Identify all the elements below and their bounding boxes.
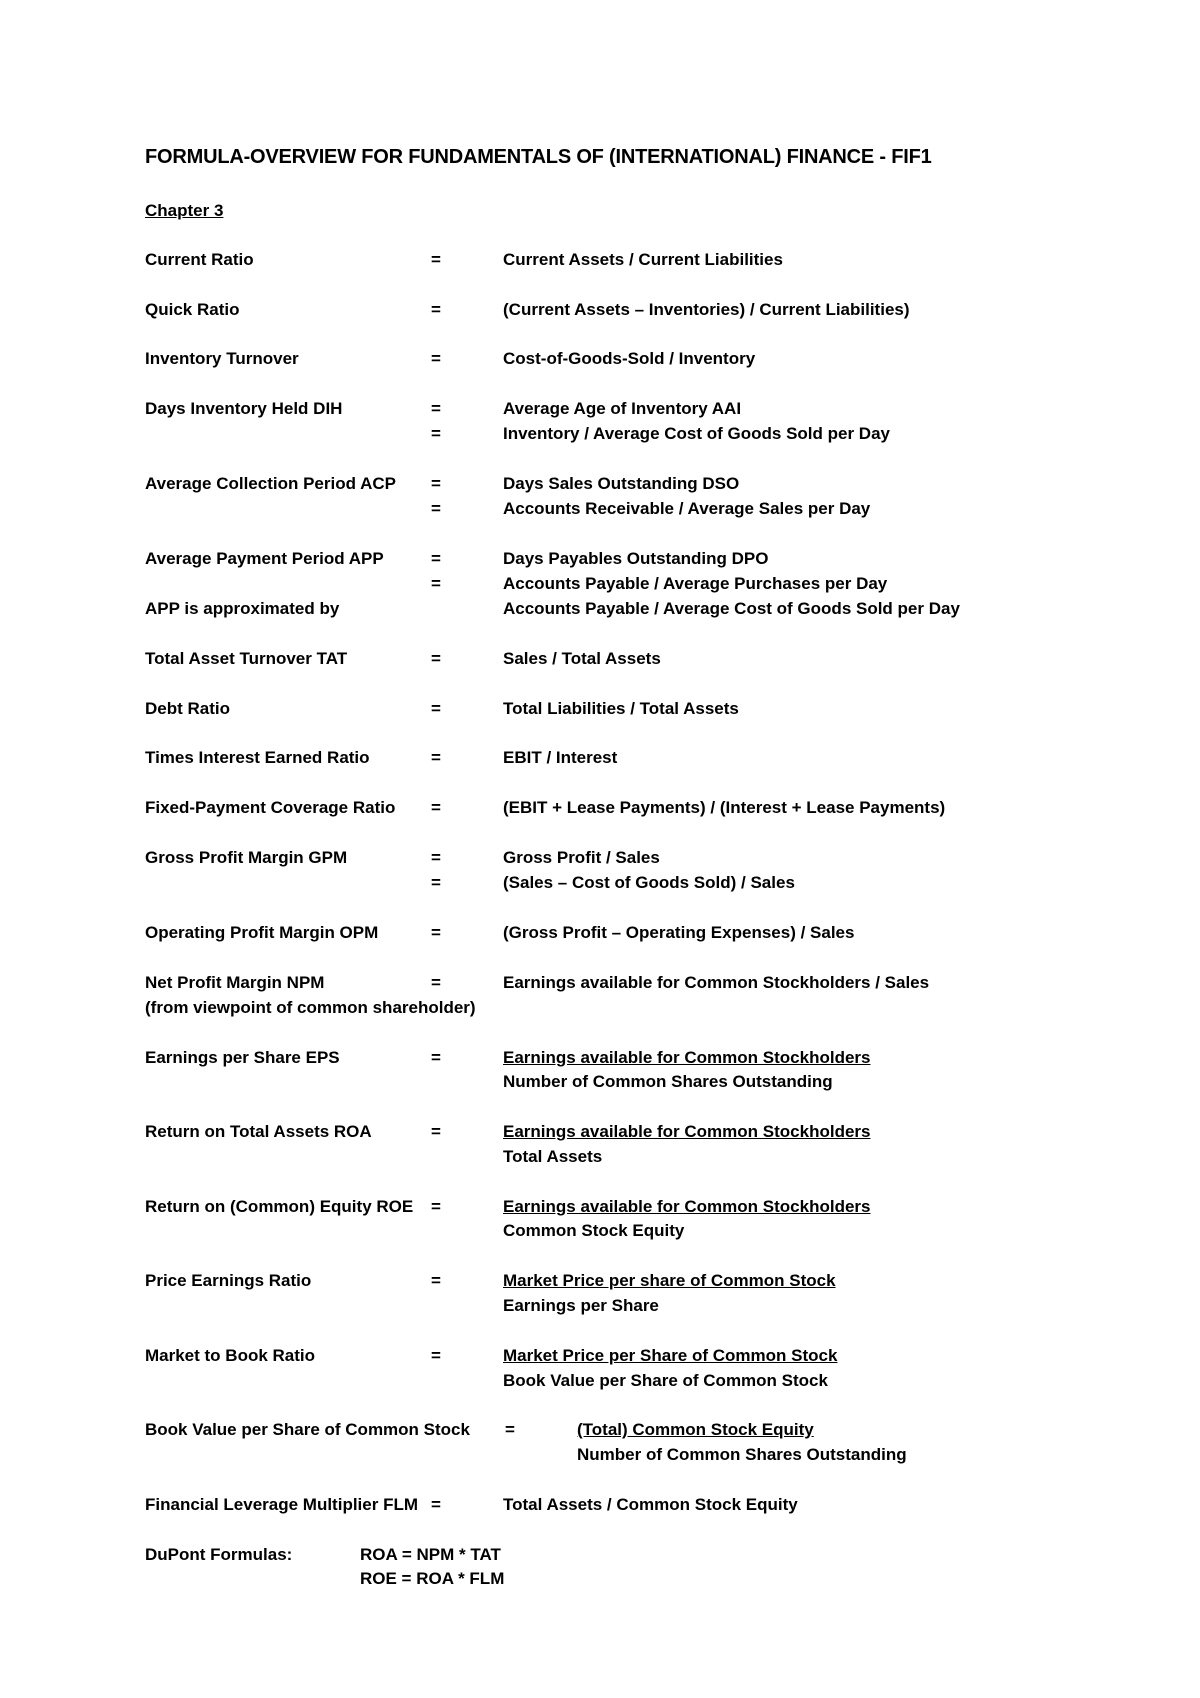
formula-definition: Current Assets / Current Liabilities [503,250,783,269]
formula-label: Quick Ratio [145,300,240,319]
fraction-denominator: Total Assets [503,1147,603,1166]
dupont-roe-formula: ROE = ROA * FLM [360,1569,505,1588]
formula-label: Earnings per Share EPS [145,1048,340,1067]
formula-definition: EBIT / Interest [503,748,618,767]
formula-definition: Earnings available for Common Stockholders / Sales [503,973,930,992]
formula-label: Average Collection Period ACP [145,474,396,493]
equals-sign: = [431,1495,441,1514]
fraction-numerator: Earnings available for Common Stockholders [503,1048,871,1067]
formula-definition: Days Payables Outstanding DPO [503,549,769,568]
formula-definition: Gross Profit / Sales [503,848,660,867]
equals-sign: = [431,1197,441,1216]
equals-sign: = [431,1346,441,1365]
fraction-denominator: Earnings per Share [503,1296,659,1315]
formula-label: Fixed-Payment Coverage Ratio [145,798,396,817]
equals-sign: = [431,399,441,418]
equals-sign: = [431,923,441,942]
equals-sign: = [431,1048,441,1067]
formula-label-note: (from viewpoint of common shareholder) [145,998,476,1017]
dupont-roa-formula: ROA = NPM * TAT [360,1545,501,1564]
formula-definition: Accounts Payable / Average Purchases per Day [503,574,888,593]
equals-sign: = [431,748,441,767]
formula-label: Average Payment Period APP [145,549,384,568]
formula-definition: Cost-of-Goods-Sold / Inventory [503,349,756,368]
fraction-denominator: Number of Common Shares Outstanding [503,1072,833,1091]
formula-label: Price Earnings Ratio [145,1271,312,1290]
equals-sign: = [431,798,441,817]
formula-definition: Sales / Total Assets [503,649,661,668]
formula-label: APP is approximated by [145,599,340,618]
equals-sign: = [431,973,441,992]
formula-label: Operating Profit Margin OPM [145,923,379,942]
chapter-heading: Chapter 3 [145,201,224,220]
equals-sign: = [431,250,441,269]
fraction-denominator: Number of Common Shares Outstanding [577,1445,907,1464]
fraction-numerator: Market Price per Share of Common Stock [503,1346,838,1365]
equals-sign: = [431,349,441,368]
fraction-numerator: Earnings available for Common Stockholders [503,1122,871,1141]
formula-label: Days Inventory Held DIH [145,399,343,418]
fraction-numerator: (Total) Common Stock Equity [577,1420,814,1439]
formula-label: Total Asset Turnover TAT [145,649,348,668]
formula-definition: Accounts Receivable / Average Sales per Day [503,499,871,518]
equals-sign: = [431,549,441,568]
fraction-denominator: Common Stock Equity [503,1221,685,1240]
formula-definition: (Sales – Cost of Goods Sold) / Sales [503,873,795,892]
formula-definition: Days Sales Outstanding DSO [503,474,740,493]
equals-sign: = [431,499,441,518]
fraction-numerator: Earnings available for Common Stockholders [503,1197,871,1216]
equals-sign: = [431,300,441,319]
formula-label: Return on Total Assets ROA [145,1122,372,1141]
formula-label: Current Ratio [145,250,254,269]
equals-sign: = [431,1271,441,1290]
formula-label: Debt Ratio [145,699,230,718]
formula-label: Gross Profit Margin GPM [145,848,348,867]
equals-sign: = [431,424,441,443]
formula-definition: Total Liabilities / Total Assets [503,699,739,718]
formula-definition: Inventory / Average Cost of Goods Sold per Day [503,424,890,443]
formula-definition: Total Assets / Common Stock Equity [503,1495,798,1514]
fraction-numerator: Market Price per share of Common Stock [503,1271,836,1290]
formula-label: Financial Leverage Multiplier FLM [145,1495,418,1514]
formula-label: Times Interest Earned Ratio [145,748,370,767]
formula-label: Book Value per Share of Common Stock [145,1420,470,1439]
equals-sign: = [505,1420,515,1439]
equals-sign: = [431,1122,441,1141]
formula-definition: Accounts Payable / Average Cost of Goods Sold per Day [503,599,960,618]
formula-label: Net Profit Margin NPM [145,973,325,992]
equals-sign: = [431,699,441,718]
formula-definition: Average Age of Inventory AAI [503,399,742,418]
formula-label: Return on (Common) Equity ROE [145,1197,414,1216]
document-title: FORMULA-OVERVIEW FOR FUNDAMENTALS OF (INTERNATIONAL) FINANCE - FIF1 [145,146,932,168]
formula-label: Market to Book Ratio [145,1346,316,1365]
dupont-label: DuPont Formulas: [145,1545,293,1564]
formula-definition: (Current Assets – Inventories) / Current Liabilities) [503,300,910,319]
equals-sign: = [431,873,441,892]
fraction-denominator: Book Value per Share of Common Stock [503,1371,828,1390]
equals-sign: = [431,848,441,867]
formula-definition: (EBIT + Lease Payments) / (Interest + Lease Payments) [503,798,946,817]
formula-label: Inventory Turnover [145,349,299,368]
equals-sign: = [431,574,441,593]
equals-sign: = [431,649,441,668]
equals-sign: = [431,474,441,493]
formula-definition: (Gross Profit – Operating Expenses) / Sales [503,923,855,942]
